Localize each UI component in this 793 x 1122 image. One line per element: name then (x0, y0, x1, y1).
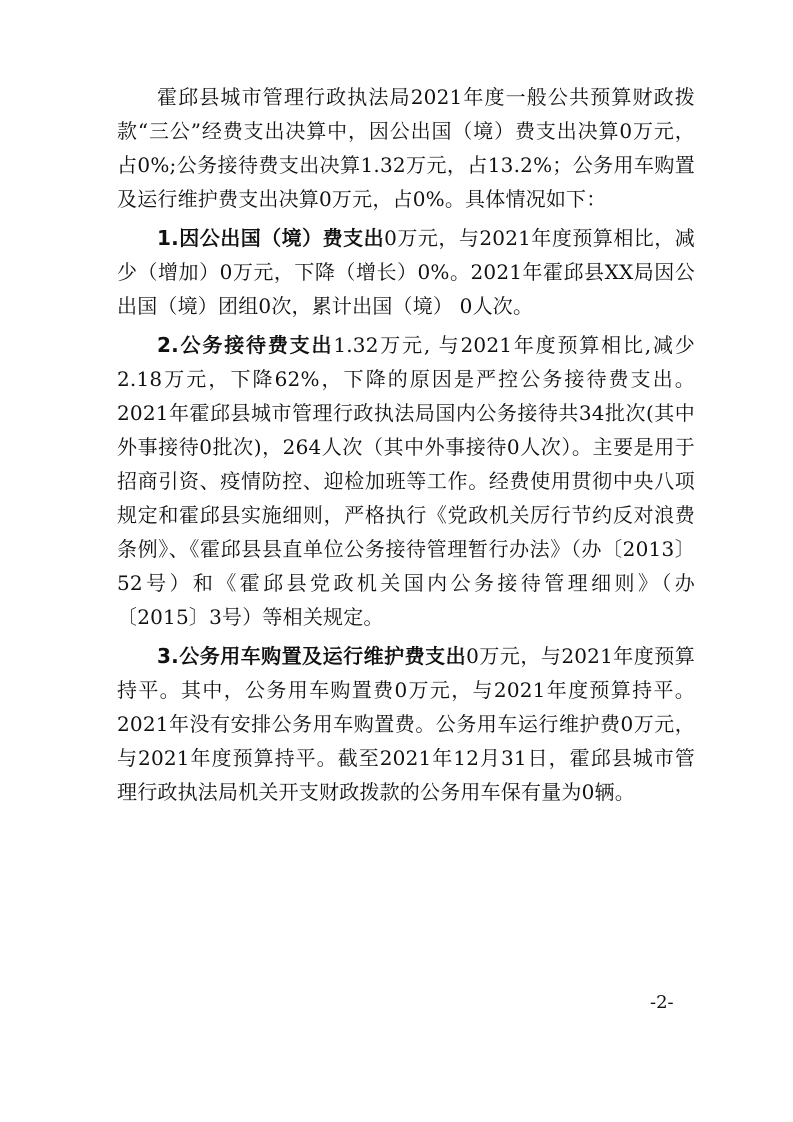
section-body: 1.32万元, 与2021年度预算相比,减少2.18万元，下降62%，下降的原因是严控公务接待费支出。2021年霍邱县城市管理行政执法局国内公务接待共34批次(其中外事接待0批次)，264人次（其中外事接待0人次）。主要是用于招商引资、疫情防控、迎检加班等工作。经费使用贯彻中央八项规定和霍邱县实施细则，严格执行《党政机关厉行节约反对浪费条例》、《霍邱县县直单位公务接待管理暂行办法》（办〔2013〕52号）和《霍邱县党政机关国内公务接待管理细则》（办〔2015〕3号）等相关规定。 (117, 333, 695, 629)
section-body: 0万元，与2021年度预算持平。其中，公务用车购置费0万元，与2021年度预算持平。2021年没有安排公务用车购置费。公务用车运行维护费0万元，与2021年度预算持平。截至2021年12月31日，霍邱县城市管理行政执法局机关开支财政拨款的公务用车保有量为0辆。 (117, 644, 695, 804)
section-reception-expenses (117, 328, 695, 634)
section-heading: 1.因公出国（境）费支出 (157, 226, 385, 250)
section-body: 0万元，与2021年度预算相比，减少（增加）0万元，下降（增长）0%。2021年霍邱县XX局因公出国（境）团组0次，累计出国（境） 0人次。 (117, 226, 695, 318)
document-body (117, 80, 695, 809)
intro-paragraph: 霍邱县城市管理行政执法局2021年度一般公共预算财政拨款“三公”经费支出决算中，因公出国（境）费支出决算0万元，占0%;公务接待费支出决算1.32万元，占13.2%；公务用车购置及运行维护费支出决算0万元，占0%。具体情况如下： (117, 85, 695, 211)
section-vehicle-expenses (117, 639, 695, 809)
section-heading: 2.公务接待费支出 (157, 333, 334, 357)
section-heading: 3.公务用车购置及运行维护费支出 (157, 644, 467, 668)
section-overseas-expenses (117, 221, 695, 323)
page-number: -2- (650, 992, 674, 1013)
